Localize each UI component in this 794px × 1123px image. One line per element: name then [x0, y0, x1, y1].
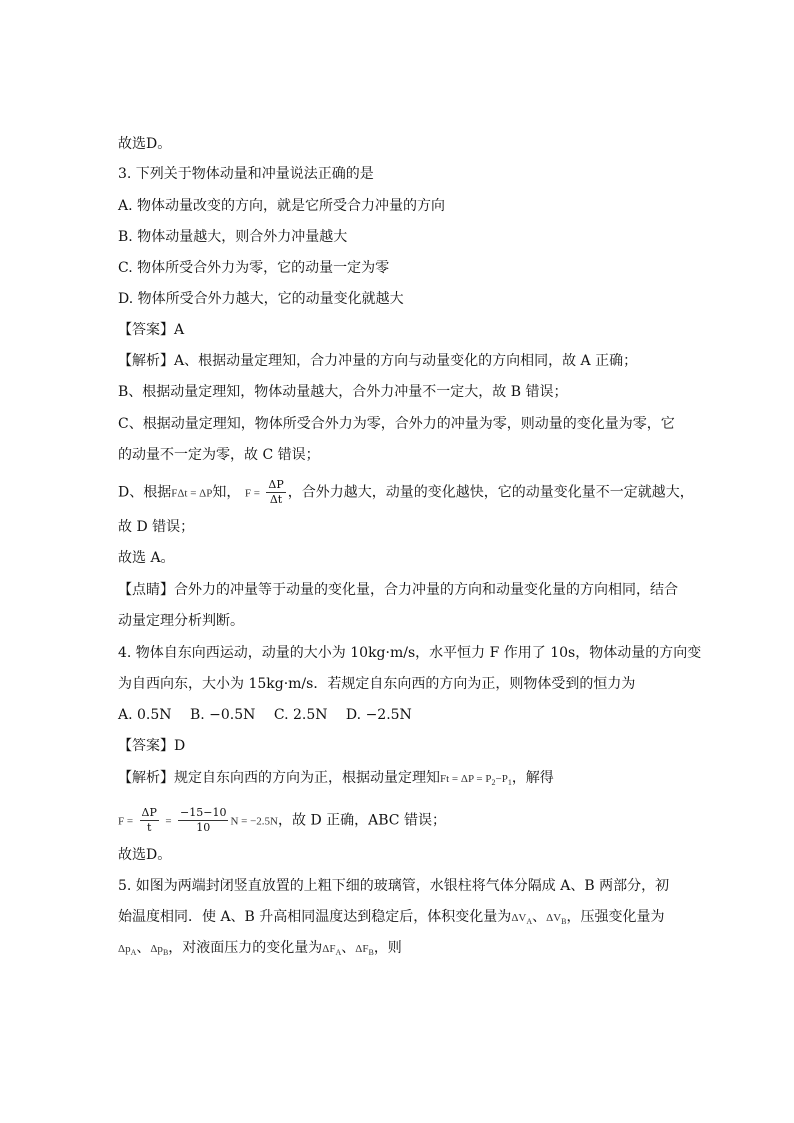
formula-part: ΔF — [322, 943, 336, 955]
formula-equals: = — [165, 815, 172, 828]
subscript: B — [162, 948, 169, 958]
formula — [322, 943, 342, 958]
text-span: 、 — [532, 909, 547, 925]
formula-part: ΔV — [546, 912, 562, 924]
formula — [511, 912, 533, 927]
question-4-stem: 为自西向东，大小为 15kg·m/s．若规定自东向西的方向为正，则物体受到的恒力为 — [118, 676, 636, 692]
text-span: ，故 D 正确，ABC 错误； — [278, 812, 446, 829]
option-d: D. 物体所受合外力越大，它的动量变化就越大 — [118, 291, 404, 307]
fraction — [178, 806, 228, 835]
formula-part: ΔV — [511, 912, 527, 924]
option-c: C. 物体所受合外力为零，它的动量一定为零 — [118, 260, 390, 276]
text-span: ，压强变化量为 — [566, 909, 665, 925]
subscript: A — [335, 948, 342, 958]
text-line: 故选D。 — [118, 136, 172, 152]
option-a: A. 物体动量改变的方向，就是它所受合力冲量的方向 — [118, 198, 446, 214]
text-span: 知， — [212, 484, 241, 501]
fraction-denominator: 10 — [178, 820, 228, 835]
text-span: 【解析】规定自东向西的方向为正，根据动量定理知 — [118, 770, 440, 786]
text-span: ，对液面压力的变化量为 — [168, 940, 323, 956]
formula-part: Δp — [118, 943, 131, 955]
subscript: 1 — [507, 778, 512, 788]
analysis-line: 故 D 错误； — [118, 519, 195, 535]
formula — [440, 773, 512, 788]
text-span: 始温度相同．使 A、B 升高相同温度达到稳定后，体积变化量为 — [118, 909, 512, 925]
analysis-line: B、根据动量定理知，物体动量越大，合外力冲量不一定大，故 B 错误； — [118, 384, 568, 400]
text-span: 、 — [136, 940, 151, 956]
formula-part: −P — [495, 773, 508, 785]
text-line: 故选D。 — [118, 847, 172, 863]
answer-label: 【答案】D — [118, 738, 186, 754]
subscript: A — [526, 917, 533, 927]
text-span: 、 — [341, 940, 356, 956]
formula-part: Δp — [150, 943, 163, 955]
question-5-stem: 5. 如图为两端封闭竖直放置的上粗下细的玻璃管，水银柱将气体分隔成 A、B 两部分，初 — [118, 878, 670, 894]
fraction — [266, 478, 285, 507]
subscript: B — [561, 917, 567, 927]
fraction-denominator: Δt — [266, 492, 285, 507]
text-span: ，合外力越大，动量的变化越快，它的动量变化量不一定就越大， — [287, 484, 694, 501]
formula-f: F = — [118, 815, 134, 828]
question-4-options: A. 0.5N B. −0.5N C. 2.5N D. −2.5N — [118, 707, 412, 723]
formula — [546, 912, 567, 927]
fraction — [140, 806, 159, 835]
analysis-line: 的动量不一定为零，故 C 错误； — [118, 447, 320, 463]
question-5-stem — [118, 938, 402, 963]
question-4-stem: 4. 物体自东向西运动，动量的大小为 10kg·m/s，水平恒力 F 作用了 10s，物体动量的方向变 — [118, 645, 702, 661]
formula — [118, 943, 137, 958]
formula-part: Ft = ΔP = P — [440, 773, 492, 785]
answer-label: 【答案】A — [118, 322, 185, 338]
analysis-line — [118, 768, 554, 793]
formula-f: F = — [244, 487, 260, 500]
remark-line: 【点睛】合外力的冲量等于动量的变化量，合力冲量的方向和动量变化量的方向相同，结合 — [118, 582, 678, 598]
subscript: B — [368, 948, 374, 958]
formula-part: ΔF — [355, 943, 369, 955]
analysis-formula-line — [118, 806, 446, 835]
fraction-numerator: −15−10 — [180, 806, 227, 819]
formula-result: N = −2.5N — [230, 815, 278, 828]
text-span: ，解得 — [511, 770, 554, 786]
question-5-stem — [118, 907, 665, 932]
remark-line: 动量定理分析判断。 — [118, 613, 244, 629]
formula — [355, 943, 374, 958]
formula-ft: FΔt = ΔP — [171, 487, 213, 500]
fraction-denominator: t — [140, 820, 159, 835]
subscript: A — [130, 948, 137, 958]
question-3-stem: 3. 下列关于物体动量和冲量说法正确的是 — [118, 166, 374, 182]
text-span: ，则 — [373, 940, 402, 956]
analysis-line: 【解析】A、根据动量定理知，合力冲量的方向与动量变化的方向相同，故 A 正确； — [118, 353, 638, 369]
fraction-numerator: ΔP — [268, 478, 284, 491]
subscript: 2 — [491, 778, 496, 788]
analysis-line: C、根据动量定理知，物体所受合外力为零，合外力的冲量为零，则动量的变化量为零，它 — [118, 416, 675, 432]
text-span: D、根据 — [118, 484, 172, 501]
formula — [150, 943, 169, 958]
fraction-numerator: ΔP — [141, 806, 157, 819]
analysis-formula-line — [118, 478, 694, 507]
text-line: 故选 A。 — [118, 550, 175, 566]
option-b: B. 物体动量越大，则合外力冲量越大 — [118, 229, 348, 245]
